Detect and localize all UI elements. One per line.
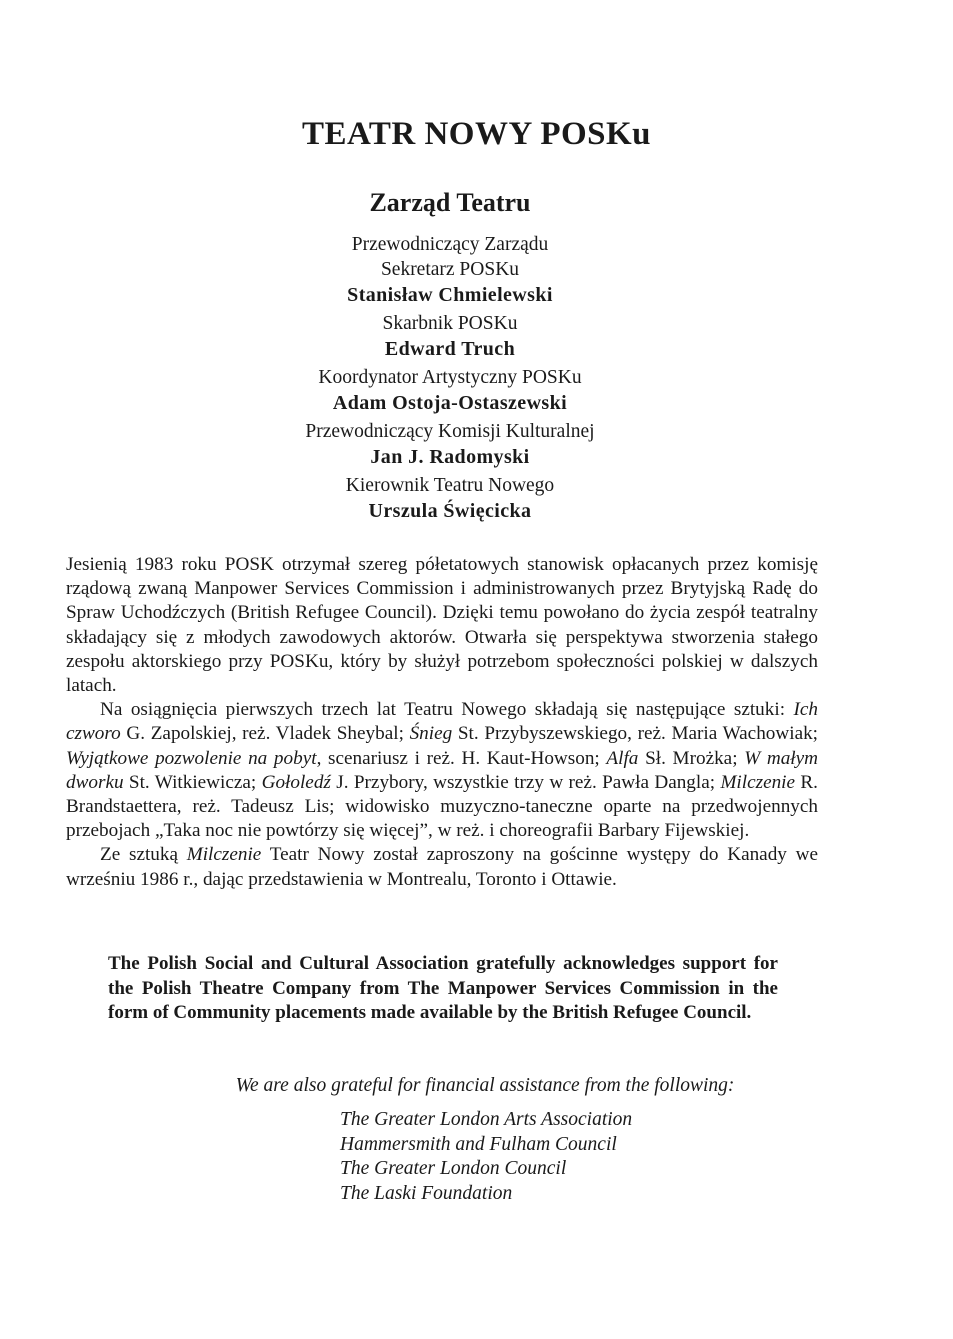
board-member [200,365,700,416]
board-member [200,232,700,308]
member-name: Adam Ostoja-Ostaszewski [332,392,568,414]
body-paragraph [66,843,818,891]
text-run: St. Witkiewicza; [123,771,262,793]
member-name: Urszula Święcicka [368,500,532,522]
sponsor-item: The Laski Foundation [340,1182,513,1204]
text-run: R. Brandstaettera, reż. Tadeusz Lis; widowisko muzyczno-taneczne oparte na przedwojennych przebojach „Taka noc nie powtórzy się więcej”, w reż. i choreografii Barbary Fijewskiej. [66,771,818,842]
body-paragraph [66,698,818,843]
board-member [200,419,700,470]
play-title: Milczenie [186,844,262,866]
text-run: , scenariusz i reż. H. Kaut-Howson; [316,747,607,769]
play-title: Śnieg [409,723,453,745]
member-role: Koordynator Artystyczny POSKu [318,367,582,388]
acknowledgement: The Polish Social and Cultural Association gratefully acknowledges support for the Polish Theatre Company from The Manpower Services Commission in the form of Community placements made available by the British Refugee Council. [108,953,778,1023]
board-heading: Zarząd Teatru [369,188,531,217]
board-member [200,311,700,362]
body-text [66,553,818,892]
play-title: Wyjątkowe pozwolenie na pobyt [66,747,317,769]
sponsor-list [340,1108,632,1206]
sponsor-item: The Greater London Arts Association [340,1109,633,1130]
text-run: J. Przybory, wszystkie trzy w reż. Pawła Dangla; [330,771,721,793]
sponsor-item: Hammersmith and Fulham Council [340,1133,617,1155]
text-run: St. Przybyszewskiego, reż. Maria Wachowiak; [452,723,819,745]
text-run: G. Zapolskiej, reż. Vladek Sheybal; [120,723,410,745]
text-run: Na osiągnięcia pierwszych trzech lat Teatru Nowego składają się następujące sztuki: [100,699,794,721]
play-title: Alfa [606,747,639,769]
board-section [200,186,700,527]
body-paragraph: Jesienią 1983 roku POSK otrzymał szereg półetatowych stanowisk opłacanych przez komisję rządową zwaną Manpower Services Commission i administrowanych przez Brytyjską Radę do Spraw Uchodźczych (British Refugee Council). Dzięki temu powołano do życia zespół teatralny składający się z młodych zawodowych aktorów. Otwarła się perspektywa stworzenia stałego zespołu aktorskiego przy POSKu, który by służył potrzebom społeczności polskiej w dalszych latach. [66,554,818,697]
member-name: Stanisław Chmielewski [347,284,553,306]
member-role: Przewodniczący Zarządu [351,234,549,255]
member-name: Edward Truch [384,338,516,360]
sponsor-item: The Greater London Council [340,1158,567,1179]
member-role: Sekretarz POSKu [380,259,520,280]
text-run: Ze sztuką [100,844,187,866]
member-role: Kierownik Teatru Nowego [345,475,555,496]
thanks-intro: We are also grateful for financial assistance from the following: [235,1075,735,1096]
page-title: TEATR NOWY POSKu [301,116,652,152]
play-title: W małym dworku [66,747,819,793]
member-role: Przewodniczący Komisji Kulturalnej [305,421,595,442]
member-name: Jan J. Radomyski [370,446,530,468]
text-run: Sł. Mrożka; [638,747,745,769]
play-title: Gołoledź [261,771,331,793]
member-role: Skarbnik POSKu [382,313,518,334]
play-title: Ich czworo [66,699,818,745]
text-run: Teatr Nowy został zaproszony na gościnne występy do Kanady we wrześniu 1986 r., dając przedstawienia w Montrealu, Toronto i Ottawie. [66,844,818,890]
play-title: Milczenie [720,771,796,793]
board-member [200,473,700,524]
